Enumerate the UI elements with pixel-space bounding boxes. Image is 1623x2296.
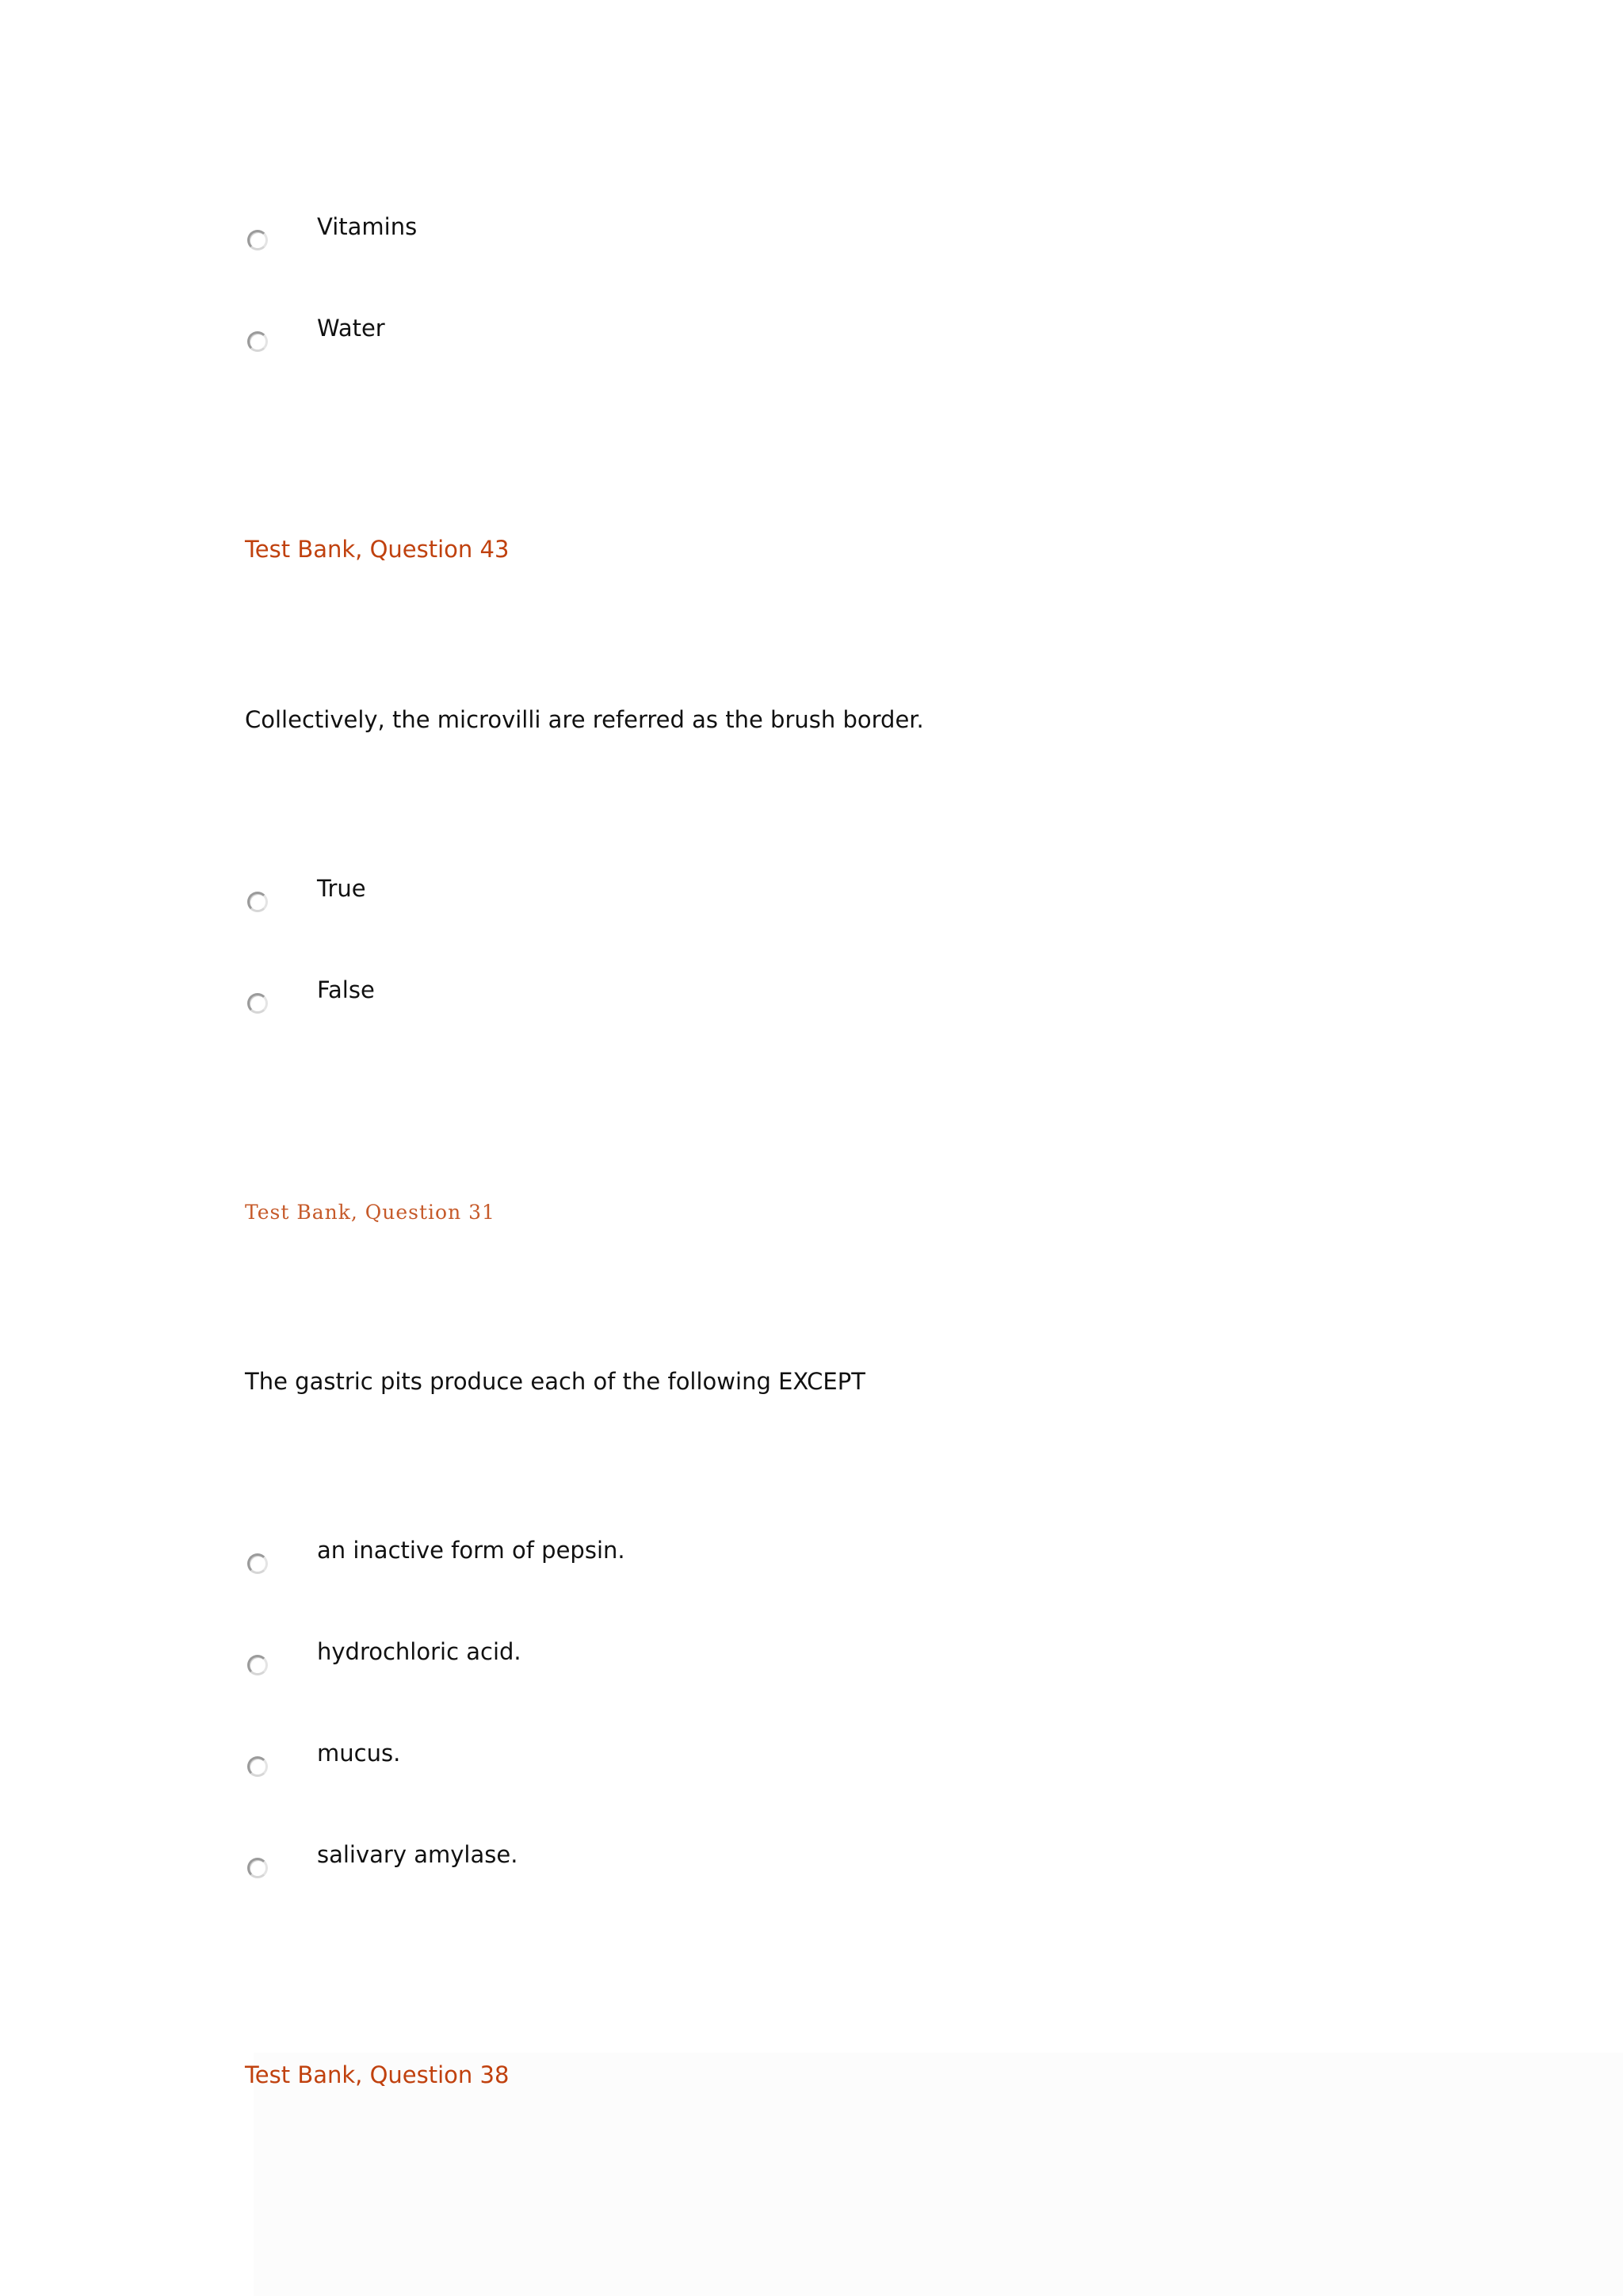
answer-option[interactable] [246,1536,1038,1599]
answer-option[interactable] [246,212,1038,276]
question-text: The gastric pits produce each of the following EXCEPT [245,1368,865,1395]
radio-button-icon[interactable] [247,331,268,352]
option-label: Vitamins [317,213,418,240]
radio-button-icon[interactable] [247,1858,268,1878]
option-label: hydrochloric acid. [317,1638,521,1665]
radio-button-icon[interactable] [247,1553,268,1574]
option-label: Water [317,315,385,342]
question-header: Test Bank, Question 31 [245,1201,495,1224]
question-text: Collectively, the microvilli are referred as the brush border. [245,706,924,733]
option-label: True [317,875,366,902]
page-bottom-shade [254,2053,1623,2296]
answer-option[interactable] [246,1840,1038,1904]
radio-button-icon[interactable] [247,230,268,250]
option-label: an inactive form of pepsin. [317,1537,625,1564]
option-label: False [317,976,375,1003]
answer-option[interactable] [246,1637,1038,1701]
question-header: Test Bank, Question 38 [245,2061,510,2088]
answer-option[interactable] [246,976,1038,1039]
answer-option[interactable] [246,1739,1038,1802]
option-label: salivary amylase. [317,1841,518,1868]
radio-button-icon[interactable] [247,1655,268,1675]
answer-option[interactable] [246,874,1038,938]
radio-button-icon[interactable] [247,993,268,1014]
radio-button-icon[interactable] [247,892,268,912]
question-header: Test Bank, Question 43 [245,536,510,563]
answer-option[interactable] [246,314,1038,377]
option-label: mucus. [317,1740,401,1767]
radio-button-icon[interactable] [247,1756,268,1777]
